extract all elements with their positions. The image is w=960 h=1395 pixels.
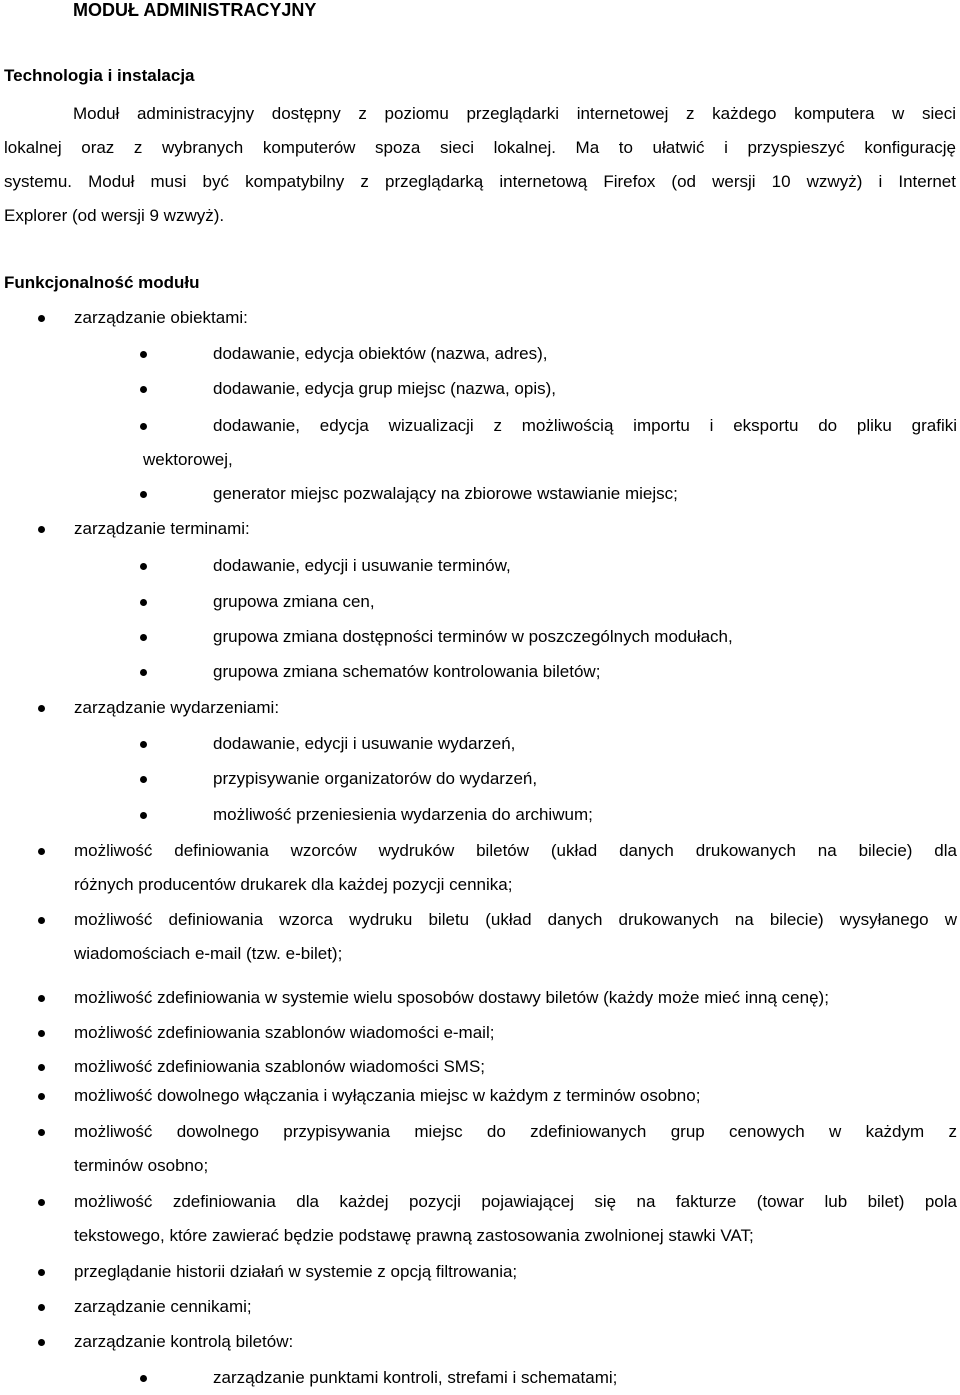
bullet-icon	[38, 1064, 45, 1071]
list-item-line: dodawanie, edycja obiektów (nazwa, adres),	[213, 344, 548, 363]
paragraph-line: Explorer (od wersji 9 wzwyż).	[4, 206, 225, 225]
bullet-icon	[38, 1304, 45, 1311]
paragraph-line: lokalnej oraz z wybranych komputerów spoza sieci lokalnej. Ma to ułatwić i przyspieszyć konfigurację	[4, 138, 956, 157]
list-item-line: zarządzanie wydarzeniami:	[74, 698, 280, 717]
list-item-text	[74, 691, 957, 725]
list-item-line: możliwość zdefiniowania w systemie wielu sposobów dostawy biletów (każdy może mieć inną cenę);	[74, 988, 829, 1007]
list-item-text	[74, 1115, 957, 1183]
list-item-text	[213, 549, 957, 583]
list-item-text	[213, 655, 957, 689]
list-item-line: możliwość definiowania wzorców wydruków biletów (układ danych drukowanych na bilecie) dla	[74, 841, 957, 860]
bullet-icon	[38, 917, 45, 924]
list-item-line: możliwość przeniesienia wydarzenia do archiwum;	[213, 805, 593, 824]
list-item-text	[74, 834, 957, 902]
list-item-line: wiadomościach e-mail (tzw. e-bilet);	[74, 944, 343, 963]
list-item-line: zarządzanie cennikami;	[74, 1297, 252, 1316]
section-heading-functionality: Funkcjonalność modułu	[4, 273, 200, 292]
list-item-line: przeglądanie historii działań w systemie z opcją filtrowania;	[74, 1262, 518, 1281]
list-item-line: możliwość definiowania wzorca wydruku biletu (układ danych drukowanych na bilecie) wysyłanego w	[74, 910, 957, 929]
list-item-line: dodawanie, edycji i usuwanie wydarzeń,	[213, 734, 516, 753]
paragraph-technology	[4, 97, 956, 233]
paragraph-line: Moduł administracyjny dostępny z poziomu przeglądarki internetowej z każdego komputera w sieci	[73, 104, 956, 123]
list-item-text	[74, 903, 957, 971]
list-item-text	[213, 585, 957, 619]
list-item-text	[74, 1290, 957, 1324]
list-item-text	[74, 1255, 957, 1289]
list-item-text	[74, 301, 957, 335]
list-item-line: zarządzanie kontrolą biletów:	[74, 1332, 294, 1351]
bullet-icon	[140, 776, 147, 783]
list-item-line: wektorowej,	[143, 450, 233, 469]
list-item-line: możliwość dowolnego włączania i wyłączania miejsc w każdym z terminów osobno;	[74, 1086, 701, 1105]
bullet-icon	[140, 563, 147, 570]
document-title: MODUŁ ADMINISTRACYJNY	[73, 0, 317, 20]
list-item-line: zarządzanie terminami:	[74, 519, 250, 538]
bullet-icon	[38, 1030, 45, 1037]
list-item-text	[74, 1325, 957, 1359]
bullet-icon	[140, 491, 147, 498]
bullet-icon	[140, 423, 147, 430]
list-item-text	[74, 1079, 957, 1113]
list-item-line: grupowa zmiana schematów kontrolowania biletów;	[213, 662, 601, 681]
list-item-text	[74, 981, 957, 1015]
list-item-line: generator miejsc pozwalający na zbiorowe wstawianie miejsc;	[213, 484, 678, 503]
bullet-icon	[140, 386, 147, 393]
section-heading-technology: Technologia i instalacja	[4, 66, 195, 85]
list-item-line: dodawanie, edycji i usuwanie terminów,	[213, 556, 511, 575]
paragraph-line: systemu. Moduł musi być kompatybilny z przeglądarką internetową Firefox (od wersji 10 wzwyż) i Internet	[4, 172, 956, 191]
bullet-icon	[140, 351, 147, 358]
list-item-text	[213, 620, 957, 654]
bullet-icon	[140, 812, 147, 819]
bullet-icon	[38, 315, 45, 322]
list-item-line: różnych producentów drukarek dla każdej pozycji cennika;	[74, 875, 513, 894]
list-item-line: przypisywanie organizatorów do wydarzeń,	[213, 769, 538, 788]
bullet-icon	[38, 1339, 45, 1346]
list-item-line: grupowa zmiana cen,	[213, 592, 375, 611]
list-item-line: możliwość zdefiniowania szablonów wiadomości SMS;	[74, 1057, 486, 1076]
list-item-text	[143, 409, 957, 477]
list-item-line: dodawanie, edycja grup miejsc (nazwa, opis),	[213, 379, 557, 398]
list-item-text	[213, 337, 957, 371]
bullet-icon	[38, 1269, 45, 1276]
list-item-text	[74, 512, 957, 546]
list-item-text	[213, 798, 957, 832]
list-item-text	[74, 1185, 957, 1253]
bullet-icon	[38, 526, 45, 533]
bullet-icon	[38, 995, 45, 1002]
bullet-icon	[38, 705, 45, 712]
list-item-line: dodawanie, edycja wizualizacji z możliwością importu i eksportu do pliku grafiki	[213, 416, 957, 435]
list-item-text	[74, 1016, 957, 1050]
list-item-line: grupowa zmiana dostępności terminów w poszczególnych modułach,	[213, 627, 733, 646]
list-item-text	[213, 762, 957, 796]
bullet-icon	[140, 669, 147, 676]
list-item-line: możliwość zdefiniowania szablonów wiadomości e-mail;	[74, 1023, 495, 1042]
bullet-icon	[140, 1375, 147, 1382]
bullet-icon	[38, 1129, 45, 1136]
list-item-text	[213, 477, 957, 511]
bullet-icon	[38, 1199, 45, 1206]
list-item-line: tekstowego, które zawierać będzie podstawę prawną zastosowania zwolnionej stawki VAT;	[74, 1226, 754, 1245]
list-item-line: terminów osobno;	[74, 1156, 209, 1175]
bullet-icon	[38, 848, 45, 855]
bullet-icon	[140, 599, 147, 606]
bullet-icon	[140, 741, 147, 748]
list-item-line: możliwość zdefiniowania dla każdej pozycji pojawiającej się na fakturze (towar lub bilet) pola	[74, 1192, 957, 1211]
list-item-line: możliwość dowolnego przypisywania miejsc do zdefiniowanych grup cenowych w każdym z	[74, 1122, 957, 1141]
bullet-icon	[140, 634, 147, 641]
list-item-line: zarządzanie punktami kontroli, strefami i schematami;	[213, 1368, 618, 1387]
list-item-text	[213, 372, 957, 406]
list-item-text	[213, 727, 957, 761]
list-item-line: zarządzanie obiektami:	[74, 308, 248, 327]
bullet-icon	[38, 1093, 45, 1100]
